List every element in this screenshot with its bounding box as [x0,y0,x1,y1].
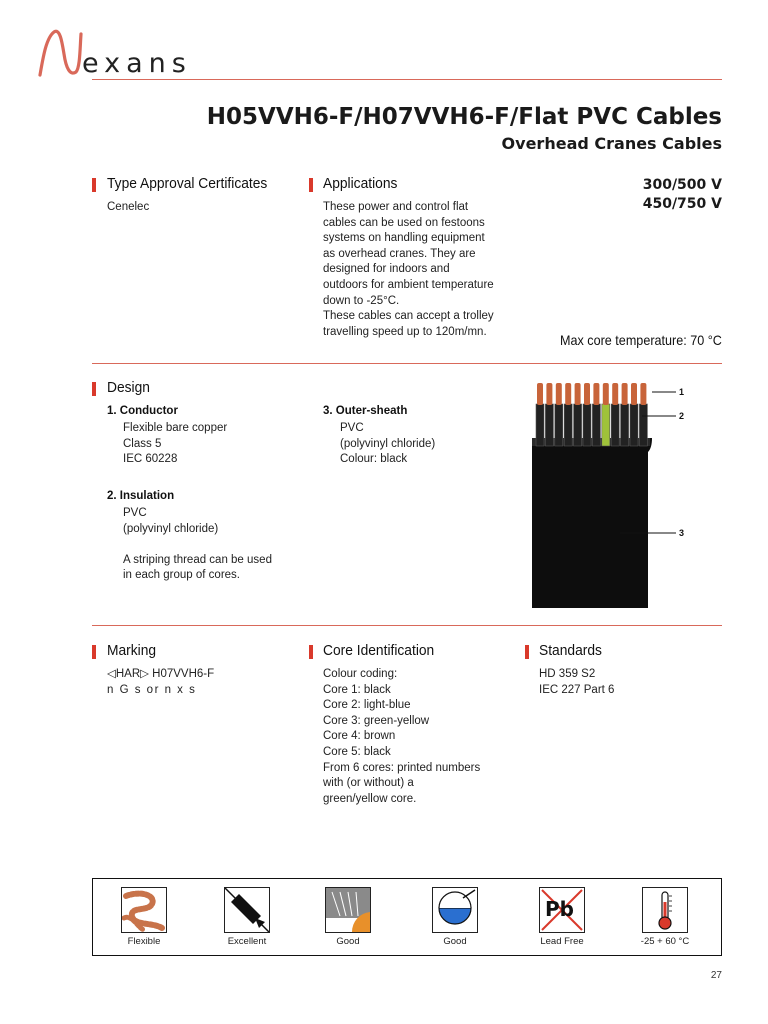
flexible-icon [121,887,167,933]
voltage-rating: 450/750 V [642,196,722,212]
core-conductor [546,383,552,405]
cable-illustration [530,380,710,610]
property-label: Flexible [127,936,161,947]
page-subtitle: Overhead Cranes Cables [501,134,722,153]
insulation-heading: 2. Insulation [107,490,175,502]
section-rule [92,363,722,364]
core-insulation [592,404,600,446]
header-rule [92,79,722,80]
section-marker [92,382,96,396]
section-marker [309,178,313,192]
core-conductor [565,383,571,405]
max-core-temperature: Max core temperature: 70 °C [560,332,722,348]
core-insulation [555,404,563,446]
core-insulation [621,404,629,446]
conductor-text: Flexible bare copper Class 5 IEC 60228 [123,422,228,466]
applications-heading: Applications [323,175,398,192]
core-conductor [584,383,590,405]
core-identification-heading: Core Identification [323,642,435,659]
core-conductor [556,383,562,405]
voltage-ratings [643,176,722,214]
chemical-resistance-icon [224,887,270,933]
callout-2: 2 [679,411,685,421]
outer-sheath-heading: 3. Outer-sheath [323,405,408,417]
section-marker [525,645,529,659]
core-insulation [583,404,591,446]
marking-heading: Marking [107,642,157,659]
marking-text: ◁HAR▷ H07VVH6-F n G s or n x s [107,668,215,696]
callout-3: 3 [679,528,685,538]
type-approval-heading: Type Approval Certificates [107,175,268,192]
property-label: Good [443,936,467,947]
core-insulation [639,404,647,446]
core-insulation [611,404,619,446]
section-rule [92,625,722,626]
property-water [415,887,495,947]
property-lead-free [522,887,602,947]
design-heading: Design [107,379,150,396]
property-chemical [207,887,287,947]
standards-heading: Standards [539,642,602,659]
standards-text: HD 359 S2 IEC 227 Part 6 [539,668,615,696]
page-title: H05VVH6-F/H07VVH6-F/Flat PVC Cables [206,104,722,130]
core-conductor [640,383,646,405]
property-label: Lead Free [540,936,584,947]
core-conductor [631,383,637,405]
core-identification-text: Colour coding: Core 1: black Core 2: light-blue Core 3: green-yellow Core 4: brown Core 5: black From 6 cores: printed numbers with (or without) a green/yellow core. [323,668,481,805]
applications-text: These power and control flat cables can be used on festoons systems on handling equipment as overhead cranes. They are designed for indoors and outdoors for ambient temperature down to -25°C. These cables can accept a trolley travelling speed up to 120m/mn. [323,201,494,338]
nexans-logo-mark-icon [36,28,84,78]
property-label: Excellent [227,936,267,947]
insulation-text: PVC (polyvinyl chloride) A striping thread can be used in each group of cores. [123,507,272,582]
property-temperature [625,887,705,947]
thermometer-icon [642,887,688,933]
property-label: -25 + 60 °C [640,936,690,947]
core-insulation [602,404,610,446]
logo-wordmark: exans [82,48,192,79]
outer-sheath-text: PVC (polyvinyl chloride) Colour: black [340,422,436,466]
lead-free-icon [539,887,585,933]
lead-symbol: Pb [545,897,574,921]
nexans-logo [36,28,226,78]
water-resistance-icon [432,887,478,933]
section-marker [92,645,96,659]
core-insulation [545,404,553,446]
core-conductor [575,383,581,405]
property-uv [308,887,388,947]
core-conductor [622,383,628,405]
properties-panel [92,878,722,956]
core-conductor [593,383,599,405]
type-approval-text: Cenelec [107,201,150,213]
core-insulation [574,404,582,446]
core-conductor [537,383,543,405]
section-marker [309,645,313,659]
core-conductor [612,383,618,405]
core-conductor [603,383,609,405]
callout-1: 1 [679,387,685,397]
property-label: Good [336,936,360,947]
page-number: 27 [710,970,722,981]
core-insulation [630,404,638,446]
uv-resistance-icon [325,887,371,933]
har-mark: ◁HAR▷ [107,668,149,680]
conductor-heading: 1. Conductor [107,405,178,417]
property-flexible [104,887,184,947]
section-marker [92,178,96,192]
core-insulation [536,404,544,446]
core-insulation [564,404,572,446]
voltage-rating: 300/500 V [642,177,722,193]
